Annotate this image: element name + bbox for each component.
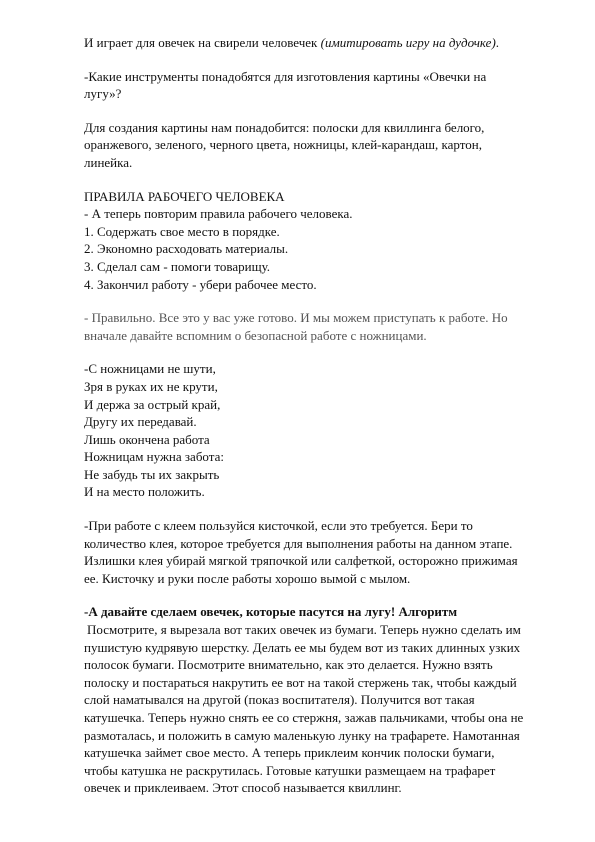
poem-line: Другу их передавай. [84,414,197,430]
materials-answer: Для создания картины нам понадобится: полоски для квиллинга белого, оранжевого, зеленого, черного цвета, ножницы, клей-карандаш, картон, линейка. [84,119,485,170]
poem-line: Не забудь ты их закрыть [84,466,220,482]
rules-item: 1. Содержать свое место в порядке. [84,223,280,239]
rules-item: 3. Сделал сам - помоги товарищу. [84,258,271,274]
intro-end: . [495,35,500,50]
rules-section [84,188,524,294]
scissors-poem [84,360,524,501]
poem-line: -С ножницами не шути, [84,361,216,377]
rules-title: ПРАВИЛА РАБОЧЕГО ЧЕЛОВЕКА [84,188,285,204]
document-page [84,34,524,797]
rules-lead: - А теперь повторим правила рабочего человека. [84,206,353,222]
materials-question: -Какие инструменты понадобятся для изготовления картины «Овечки на лугу»? [84,68,487,102]
poem-line: Лишь окончена работа [84,431,210,447]
algorithm-heading: -А давайте сделаем овечек, которые пасутся на лугу! Алгоритм [84,604,458,620]
glue-rules-paragraph: -При работе с клеем пользуйся кисточкой, если это требуется. Бери то количество клея, которое требуется для выполнения работы на данном этапе. Излишки клея убирай мягкой тряпочкой или салфеткой, осторожно прижимая ее. Кисточку и руки после работы хорошо вымой с мылом. [84,518,518,586]
transition-paragraph: - Правильно. Все это у вас уже готово. И мы можем приступать к работе. Но вначале давайте вспомним о безопасной работе с ножницами. [84,310,508,343]
poem-line: Зря в руках их не крути, [84,378,218,394]
poem-line: И на место положить. [84,484,205,500]
rules-item: 4. Закончил работу - убери рабочее место. [84,276,317,292]
algorithm-body: Посмотрите, я вырезала вот таких овечек из бумаги. Теперь нужно сделать им пушистую кудрявую шерстку. Делать ее мы будем вот из таких длинных узких полосок бумаги. Посмотрите внимательно, как это делается. Нужно взять полоску и постараться накрутить ее вот на такой стержень так, чтобы каждый слой наматывался на другой (показ воспитателя). Получится вот такая катушечка. Теперь нужно снять ее со стержня, зажав пальчиками, чтобы она не размоталась, и положить в самую маленькую лунку на трафарете. Намотанная катушечка займет свое место. А теперь приклеим кончик полоски бумаги, чтобы катушка не раскрутилась. Готовые катушки размещаем на трафарет овечек и приклеиваем. Этот способ называется квиллинг. [84,622,524,796]
intro-paragraph [84,34,524,52]
poem-line: И держа за острый край, [84,396,221,412]
intro-text: И играет для овечек на свирели человечек [84,35,321,50]
algorithm-section [84,603,524,797]
poem-line: Ножницам нужна забота: [84,449,224,465]
intro-italic-note: (имитировать игру на дудочке) [320,35,496,50]
rules-item: 2. Экономно расходовать материалы. [84,241,289,257]
